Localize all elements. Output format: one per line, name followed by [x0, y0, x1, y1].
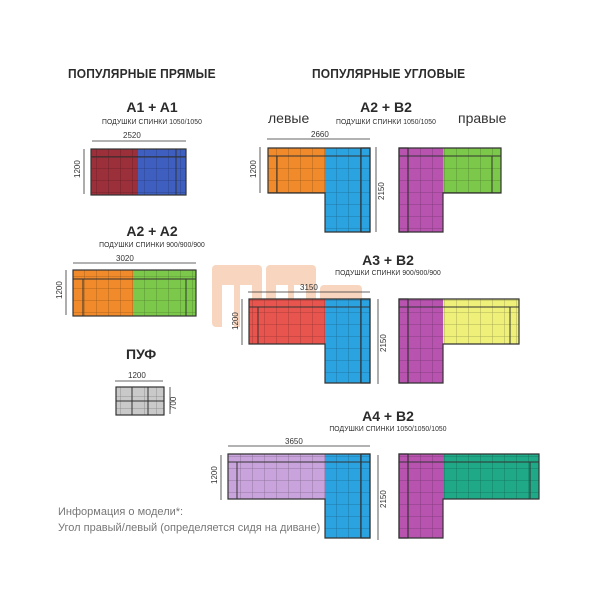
sofa-a4b2-right: [399, 454, 539, 538]
heading-corner: ПОПУЛЯРНЫЕ УГЛОВЫЕ: [312, 66, 466, 81]
dim-depth: 1200: [249, 160, 258, 178]
model-a2b2-cushions: ПОДУШКИ СПИНКИ 1050/1050: [336, 117, 436, 126]
model-a1a1-title: A1 + A1: [126, 99, 178, 115]
model-a3b2-cushions: ПОДУШКИ СПИНКИ 900/900/900: [335, 268, 441, 277]
sofa-a2b2-right: [399, 148, 501, 232]
model-a1a1-cushions: ПОДУШКИ СПИНКИ 1050/1050: [102, 117, 202, 126]
pouf: [115, 371, 178, 415]
sofa-a3b2-right: [399, 299, 519, 383]
info-title: Информация о модели*:: [58, 506, 184, 518]
sofa-a4b2-left: [210, 437, 388, 540]
info-text: Угол правый/левый (определяется сидя на диване): [58, 522, 321, 534]
model-a4b2-title: A4 + B2: [362, 408, 414, 424]
sofa-a2a2: [55, 254, 196, 316]
dim-length: 2150: [379, 490, 388, 508]
dim-width: 1200: [128, 371, 146, 380]
dim-width: 3020: [116, 254, 134, 263]
dim-depth: 1200: [55, 281, 64, 299]
model-a4b2-cushions: ПОДУШКИ СПИНКИ 1050/1050/1050: [329, 424, 447, 433]
dim-width: 2520: [123, 131, 141, 140]
model-a2a2-cushions: ПОДУШКИ СПИНКИ 900/900/900: [99, 240, 205, 249]
dim-length: 2150: [379, 334, 388, 352]
sofa-a1a1: [73, 131, 186, 195]
dim-width: 3650: [285, 437, 303, 446]
heading-straight: ПОПУЛЯРНЫЕ ПРЯМЫЕ: [68, 66, 216, 81]
left-side-label: левые: [268, 110, 310, 126]
dim-depth: 700: [169, 396, 178, 410]
model-a3b2-title: A3 + B2: [362, 252, 414, 268]
dim-depth: 1200: [73, 160, 82, 178]
model-a2b2-title: A2 + B2: [360, 99, 412, 115]
pouf-title: ПУФ: [126, 346, 157, 362]
dim-length: 2150: [377, 182, 386, 200]
dim-width: 3150: [300, 283, 318, 292]
dim-width: 2660: [311, 130, 329, 139]
model-a2a2-title: A2 + A2: [126, 223, 178, 239]
dim-depth: 1200: [231, 312, 240, 330]
right-side-label: правые: [458, 110, 507, 126]
dim-depth: 1200: [210, 466, 219, 484]
sofa-a2b2-left: [249, 130, 386, 232]
